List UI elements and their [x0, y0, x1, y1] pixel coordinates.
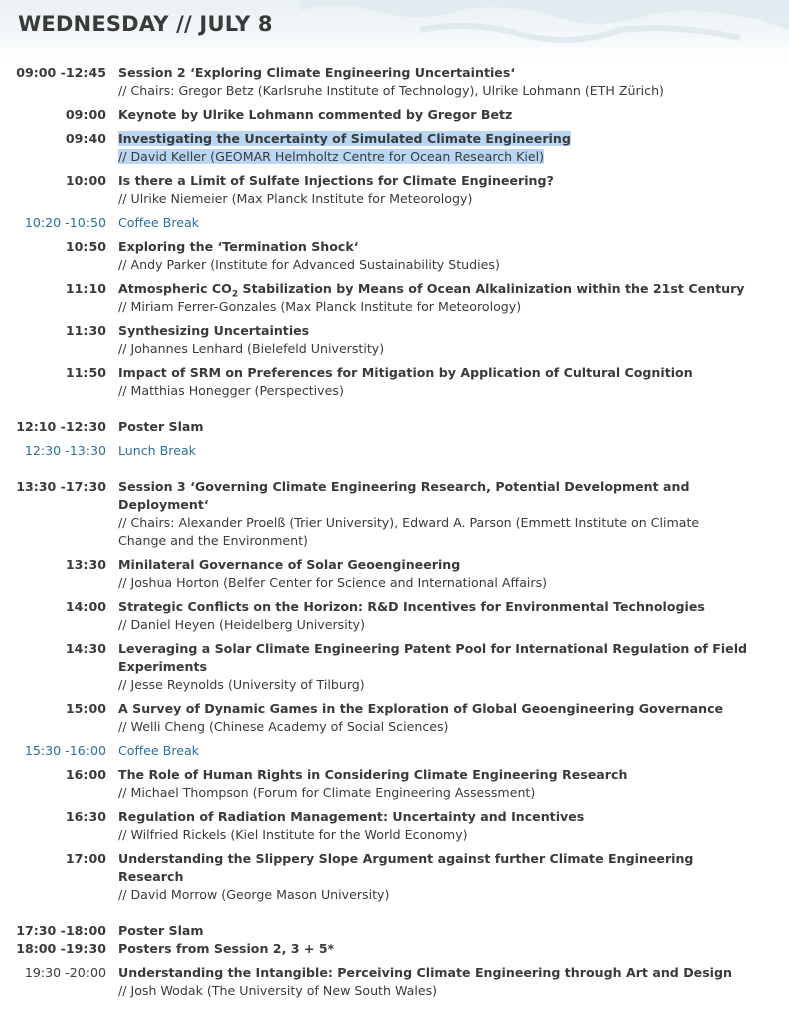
item-time: 09:00	[65, 107, 106, 122]
schedule-item-break	[0, 442, 789, 460]
schedule-item-poster-slam	[0, 922, 789, 940]
item-speaker: // Jesse Reynolds (University of Tilburg)	[118, 677, 365, 692]
item-time: 11:10	[65, 281, 106, 296]
item-speaker: // Josh Wodak (The University of New South Wales)	[118, 983, 438, 998]
item-title: Coffee Break	[118, 215, 199, 230]
schedule-item-posters	[0, 940, 789, 958]
schedule-item	[0, 556, 789, 592]
item-title: A Survey of Dynamic Games in the Exploration of Global Geoengineering Governance	[118, 701, 724, 716]
item-time: 17:00	[65, 851, 106, 866]
item-time: 19:30 -20:00	[24, 965, 106, 980]
item-time: 16:00	[65, 767, 106, 782]
item-title-highlighted[interactable]: Investigating the Uncertainty of Simulated Climate Engineering	[118, 131, 571, 146]
item-speaker: // Michael Thompson (Forum for Climate Engineering Assessment)	[118, 785, 536, 800]
schedule-item	[0, 598, 789, 634]
schedule-item	[0, 700, 789, 736]
item-time: 09:40	[65, 131, 106, 146]
item-title: Leveraging a Solar Climate Engineering Patent Pool for International Regulation of Field Experiments	[118, 641, 748, 674]
item-speaker: // Chairs: Alexander Proelß (Trier University), Edward A. Parson (Emmett Institute on Climate Change and the Environment)	[118, 515, 700, 548]
item-title: Synthesizing Uncertainties	[118, 323, 310, 338]
schedule-item-break	[0, 742, 789, 760]
item-title: Lunch Break	[118, 443, 196, 458]
schedule-item	[0, 808, 789, 844]
item-title: Is there a Limit of Sulfate Injections for Climate Engineering?	[118, 173, 554, 188]
item-time: 09:00 -12:45	[16, 65, 106, 80]
schedule-item-session-3	[0, 478, 789, 550]
item-title: Understanding the Slippery Slope Argument against further Climate Engineering Research	[118, 851, 694, 884]
item-time: 18:00 -19:30	[16, 941, 106, 956]
item-time: 12:10 -12:30	[16, 419, 106, 434]
item-time: 16:30	[65, 809, 106, 824]
schedule-item	[0, 766, 789, 802]
schedule-item	[0, 106, 789, 124]
item-title: Posters from Session 2, 3 + 5*	[118, 941, 335, 956]
schedule-list	[0, 64, 789, 1006]
item-speaker-highlighted[interactable]: // David Keller (GEOMAR Helmholtz Centre for Ocean Research Kiel)	[118, 149, 545, 164]
item-title: Session 3 ‘Governing Climate Engineering Research, Potential Development and Deployment‘	[118, 479, 690, 512]
item-time: 15:30 -16:00	[24, 743, 106, 758]
schedule-item-poster-slam	[0, 418, 789, 436]
item-time: 14:30	[65, 641, 106, 656]
item-speaker: // Johannes Lenhard (Bielefeld Universtity)	[118, 341, 385, 356]
schedule-item-selected	[0, 130, 789, 166]
item-time: 10:50	[65, 239, 106, 254]
item-speaker: // Joshua Horton (Belfer Center for Science and International Affairs)	[118, 575, 548, 590]
item-time: 11:30	[65, 323, 106, 338]
item-time: 17:30 -18:00	[16, 923, 106, 938]
item-speaker: // David Morrow (George Mason University)	[118, 887, 390, 902]
schedule-item-session-2	[0, 64, 789, 100]
item-title: Minilateral Governance of Solar Geoengineering	[118, 557, 461, 572]
item-title: Poster Slam	[118, 923, 204, 938]
item-time: 15:00	[65, 701, 106, 716]
item-time: 11:50	[65, 365, 106, 380]
schedule-item	[0, 172, 789, 208]
item-title: The Role of Human Rights in Considering Climate Engineering Research	[118, 767, 628, 782]
item-title: Strategic Conflicts on the Horizon: R&D Incentives for Environmental Technologies	[118, 599, 705, 614]
schedule-item	[0, 238, 789, 274]
schedule-item	[0, 640, 789, 694]
item-speaker: // Matthias Honegger (Perspectives)	[118, 383, 344, 398]
item-time: 10:00	[65, 173, 106, 188]
item-speaker: // Miriam Ferrer-Gonzales (Max Planck Institute for Meteorology)	[118, 299, 522, 314]
item-title: Understanding the Intangible: Perceiving Climate Engineering through Art and Design	[118, 965, 732, 980]
item-time: 12:30 -13:30	[24, 443, 106, 458]
item-speaker: // Welli Cheng (Chinese Academy of Social Sciences)	[118, 719, 449, 734]
schedule-item	[0, 364, 789, 400]
item-title: Regulation of Radiation Management: Uncertainty and Incentives	[118, 809, 585, 824]
item-title: Impact of SRM on Preferences for Mitigation by Application of Cultural Cognition	[118, 365, 693, 380]
schedule-item	[0, 322, 789, 358]
item-speaker: // Ulrike Niemeier (Max Planck Institute for Meteorology)	[118, 191, 473, 206]
item-speaker: // Wilfried Rickels (Kiel Institute for the World Economy)	[118, 827, 468, 842]
item-title: Keynote by Ulrike Lohmann commented by Gregor Betz	[118, 107, 513, 122]
item-speaker: // Daniel Heyen (Heidelberg University)	[118, 617, 366, 632]
item-time: 13:30	[65, 557, 106, 572]
item-time: 10:20 -10:50	[24, 215, 106, 230]
item-title: Poster Slam	[118, 419, 204, 434]
item-time: 13:30 -17:30	[16, 479, 106, 494]
item-speaker: // Chairs: Gregor Betz (Karlsruhe Institute of Technology), Ulrike Lohmann (ETH Zürich)	[118, 83, 664, 98]
item-title: Atmospheric $CO_2$ Stabilization by Means of Ocean Alkalinization within the 21st Century	[118, 281, 745, 300]
schedule-item-break	[0, 214, 789, 232]
item-speaker: // Andy Parker (Institute for Advanced Sustainability Studies)	[118, 257, 500, 272]
item-title: Session 2 ‘Exploring Climate Engineering Uncertainties‘	[118, 65, 516, 80]
schedule-item	[0, 964, 789, 1000]
page-title: WEDNESDAY // JULY 8	[18, 12, 273, 36]
item-title: Exploring the ‘Termination Shock‘	[118, 239, 359, 254]
schedule-item	[0, 850, 789, 904]
item-time: 14:00	[65, 599, 106, 614]
schedule-item	[0, 280, 789, 316]
item-title: Coffee Break	[118, 743, 199, 758]
